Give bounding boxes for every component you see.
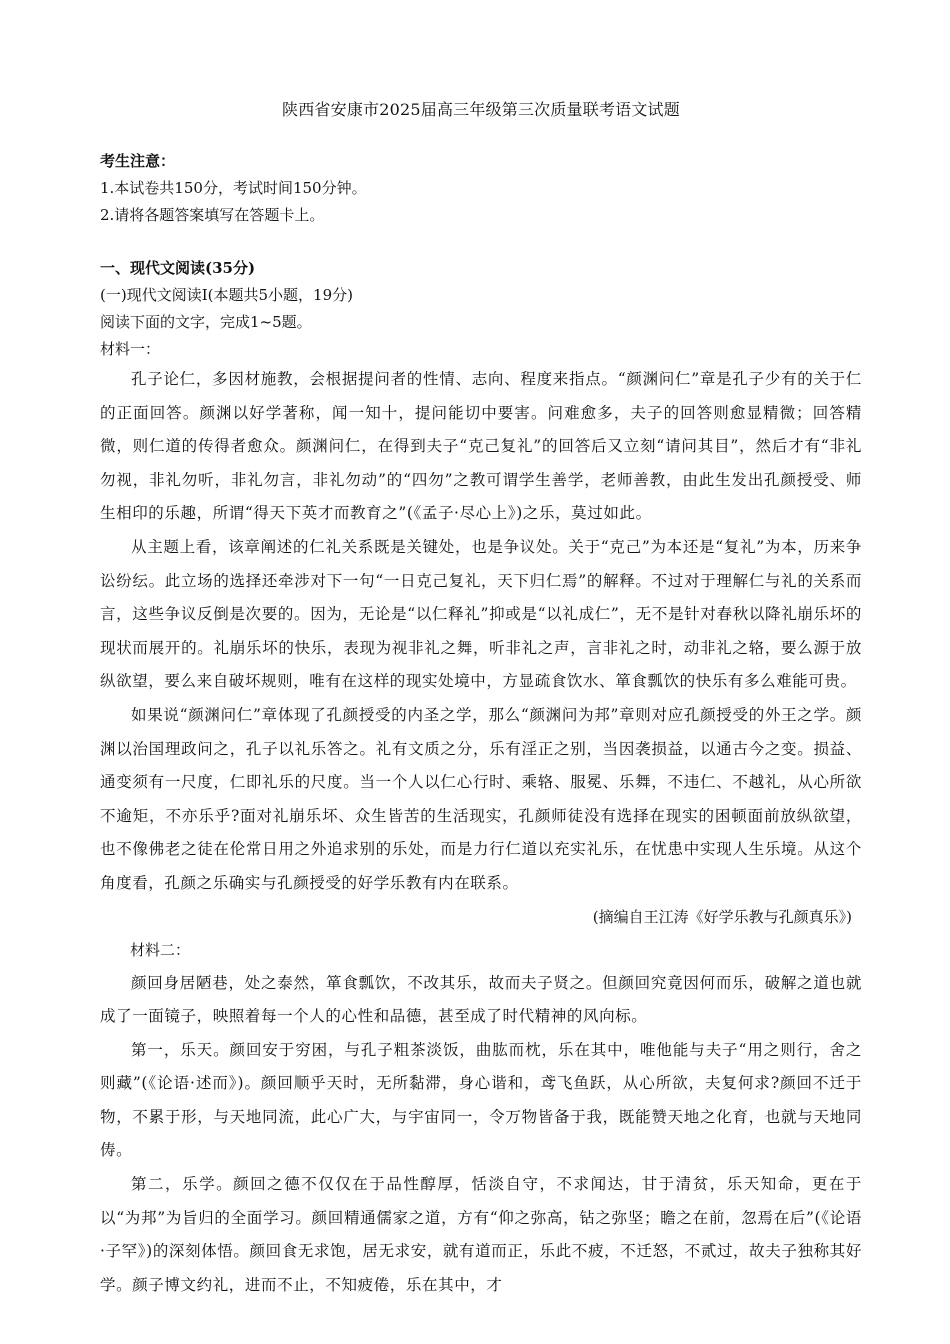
material1-paragraph: 从主题上看，该章阐述的仁礼关系既是关键处，也是争议处。关于“克己”为本还是“复礼”为本，历来争讼纷纭。此立场的选择还牵涉对下一句“一日克己复礼，天下归仁焉”的解释。不过对于理解仁与礼的关系而言，这些争议反倒是次要的。因为，无论是“以仁释礼”抑或是“以礼成仁”，无不是针对春秋以降礼崩乐坏的现状而展开的。礼崩乐坏的快乐，表现为视非礼之舞，听非礼之声，言非礼之时，动非礼之辂，要么源于放纵欲望，要么来自破坏规则，唯有在这样的现实处境中，方显疏食饮水、箪食瓢饮的快乐有多么难能可贵。 — [100, 537, 862, 691]
notice-item: 2.请将各题答案填写在答题卡上。 — [100, 206, 325, 224]
section-heading: 一、现代文阅读(35分) — [100, 259, 256, 277]
reading-instruction: 阅读下面的文字，完成1~5题。 — [100, 313, 312, 331]
material2-paragraph: 第二，乐学。颜回之德不仅仅在于品性醇厚，恬淡自守，不求闻达，甘于清贫，乐天知命，更在于以“为邦”为旨归的全面学习。颜回精通儒家之道，方有“仰之弥高，钻之弥坚；瞻之在前，忽焉在后”(《论语·子罕》)的深刻体悟。颜回食无求饱，居无求安，就有道而正，乐此不疲，不迁怒，不贰过，故夫子独称其好学。颜子博文约礼，进而不止，不知疲倦，乐在其中，才 — [100, 1175, 862, 1294]
material1-paragraph: 孔子论仁，多因材施教，会根据提问者的性情、志向、程度来指点。“颜渊问仁”章是孔子少有的关于仁的正面回答。颜渊以好学著称，闻一知十，提问能切中要害。问难愈多，夫子的回答则愈显精微；回答精微，则仁道的传得者愈众。颜渊问仁，在得到夫子“克己复礼”的回答后又立刻“请问其目”，然后才有“非礼勿视，非礼勿听，非礼勿言，非礼勿动”的“四勿”之教可谓学生善学，老师善教，由此生发出孔颜授受、师生相印的乐趣，所谓“得天下英才而教育之”(《孟子·尽心上》)之乐，莫过如此。 — [100, 370, 862, 523]
notice-heading: 考生注意： — [100, 152, 176, 170]
material2-paragraph: 颜回身居陋巷，处之泰然，箪食瓢饮，不改其乐，故而夫子贤之。但颜回究竟因何而乐，破解之道也就成了一面镜子，映照着每一个人的心性和品德，甚至成了时代精神的风向标。 — [100, 973, 862, 1026]
material-label: 材料二： — [130, 940, 191, 959]
document-page — [100, 98, 862, 1302]
sub-section-heading: (一)现代文阅读Ⅰ(本题共5小题，19分) — [100, 286, 353, 304]
material-label: 材料一： — [100, 340, 161, 358]
material1-source: (摘编自王江涛《好学乐教与孔颜真乐》) — [592, 907, 852, 926]
page-title: 陕西省安康市2025届高三年级第三次质量联考语文试题 — [282, 100, 680, 119]
spacer — [100, 229, 862, 255]
material1-paragraph: 如果说“颜渊问仁”章体现了孔颜授受的内圣之学，那么“颜渊问为邦”章则对应孔颜授受的外王之学。颜渊以治国理政问之，孔子以礼乐答之。礼有文质之分，乐有淫正之别，当因袭损益，以通古今之变。损益、通变须有一尺度，仁即礼乐的尺度。当一个人以仁心行时、乘辂、服冕、乐舞，不违仁、不越礼，从心所欲不逾矩，不亦乐乎?面对礼崩乐坏、众生皆苦的生活现实，孔颜师徒没有选择在现实的困顿面前放纵欲望，也不像佛老之徒在伦常日用之外追求别的乐处，而是力行仁道以充实礼乐，在忧患中实现人生乐境。从这个角度看，孔颜之乐确实与孔颜授受的好学乐教有内在联系。 — [100, 705, 862, 892]
material2-paragraph: 第一，乐天。颜回安于穷困，与孔子粗茶淡饭，曲肱而枕，乐在其中，唯他能与夫子“用之则行，舍之则藏”(《论语·述而》)。颜回顺乎天时，无所黏滞，身心谐和，鸢飞鱼跃，从心所欲，夫复何求?颜回不迁于物，不累于形，与天地同流，此心广大，与宇宙同一，令万物皆备于我，既能赞天地之化育，也就与天地同俦。 — [100, 1040, 862, 1160]
notice-item: 1.本试卷共150分，考试时间150分钟。 — [100, 179, 367, 197]
